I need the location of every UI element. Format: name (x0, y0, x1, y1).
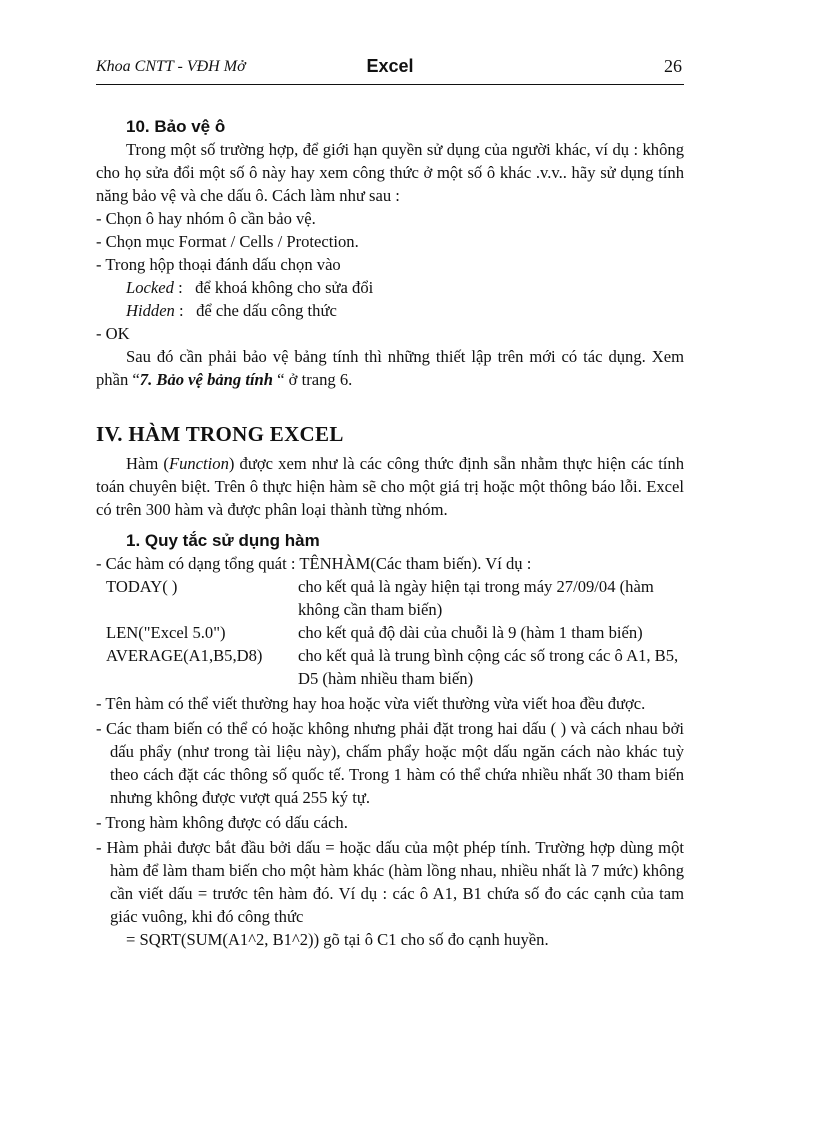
intro-text-a: Hàm ( (126, 454, 169, 473)
page-content (96, 115, 684, 951)
step-dialog: - Trong hộp thoại đánh dấu chọn vào (96, 255, 341, 274)
example-row (96, 575, 684, 621)
step-select-cells: - Chọn ô hay nhóm ô cần bảo vệ. (96, 209, 316, 228)
example-description: cho kết quả độ dài của chuỗi là 9 (hàm 1 tham biến) (298, 623, 643, 642)
rule-item: - Tên hàm có thể viết thường hay hoa hoặc vừa viết thường vừa viết hoa đều được. (96, 694, 646, 713)
example-row (96, 644, 684, 690)
section-10-intro: Trong một số trường hợp, để giới hạn quyền sử dụng của người khác, ví dụ : không cho họ sửa đổi một số ô này hay xem công thức ở một số ô khác .v.v.. hãy sử dụng tính năng bảo vệ và che dấu ô. Cách làm như sau : (96, 140, 684, 205)
example-function: AVERAGE(A1,B5,D8) (106, 646, 263, 665)
example-row (96, 621, 684, 644)
locked-label: Locked (126, 278, 174, 297)
header-faculty: Khoa CNTT - VĐH Mở (96, 58, 246, 75)
step-format-menu: - Chọn mục Format / Cells / Protection. (96, 232, 359, 251)
hidden-desc: : để che dấu công thức (174, 301, 337, 320)
intro-text-b: ) được xem như là các công thức định sẵn nhằm thực hiện các tính toán chuyên biệt. Trên ô thực hiện hàm sẽ cho một giá trị hoặc một thông báo lỗi. Excel có trên 300 hàm và được phân loại thành từng nhóm. (96, 454, 685, 519)
option-hidden (96, 299, 684, 322)
example-description: cho kết quả là trung bình cộng các số trong các ô A1, B5, D5 (hàm nhiều tham biến) (298, 646, 679, 688)
note-text-a: Sau đó cần phải bảo vệ bảng tính thì những thiết lập trên mới có tác dụng. Xem phần “ (96, 347, 684, 389)
rule-item: - Trong hàm không được có dấu cách. (96, 813, 348, 832)
formula-example: = SQRT(SUM(A1^2, B1^2)) gõ tại ô C1 cho số đo cạnh huyền. (126, 930, 549, 949)
section-iv-title: IV. HÀM TRONG EXCEL (96, 422, 344, 446)
locked-desc: : để khoá không cho sửa đổi (173, 278, 374, 297)
example-function: LEN("Excel 5.0") (106, 623, 226, 642)
example-function: TODAY( ) (106, 577, 178, 596)
rule-item: - Các tham biến có thể có hoặc không nhưng phải đặt trong hai dấu ( ) và cách nhau bởi dấu phẩy (như trong tài liệu này), chấm phẩy hoặc một dấu ngăn cách nào khác tuỳ theo cách đặt các thông số quốc tế. Trong 1 hàm có thể chứa nhiều nhất 30 tham biến nhưng không được vượt quá 255 ký tự. (96, 719, 684, 807)
rule-item: - Hàm phải được bắt đầu bởi dấu = hoặc dấu của một phép tính. Trường hợp dùng một hàm để làm tham biến cho một hàm khác (hàm lồng nhau, nhiều nhất là 7 mức) không cần viết dấu = trước tên hàm đó. Ví dụ : các ô A1, B1 chứa số đo các cạnh của tam giác vuông, khi đó công thức (96, 838, 684, 926)
hidden-label: Hidden (126, 301, 175, 320)
note-reference: 7. Bảo vệ bảng tính (139, 370, 274, 389)
step-ok: - OK (96, 324, 130, 343)
example-description: cho kết quả là ngày hiện tại trong máy 27/09/04 (hàm không cần tham biến) (298, 577, 654, 619)
section-iv-intro (96, 452, 684, 521)
page-number: 26 (664, 56, 682, 76)
page-header (96, 58, 684, 85)
subsection-1-title: 1. Quy tắc sử dụng hàm (126, 531, 320, 550)
header-title: Excel (366, 56, 414, 76)
note-text-b: “ ở trang 6. (273, 370, 353, 389)
general-form: - Các hàm có dạng tổng quát : TÊNHÀM(Các tham biến). Ví dụ : (96, 554, 532, 573)
section-10-title: 10. Bảo vệ ô (126, 117, 226, 136)
section-10-note (96, 345, 684, 391)
option-locked (96, 276, 684, 299)
intro-function-term: Function (168, 454, 229, 473)
